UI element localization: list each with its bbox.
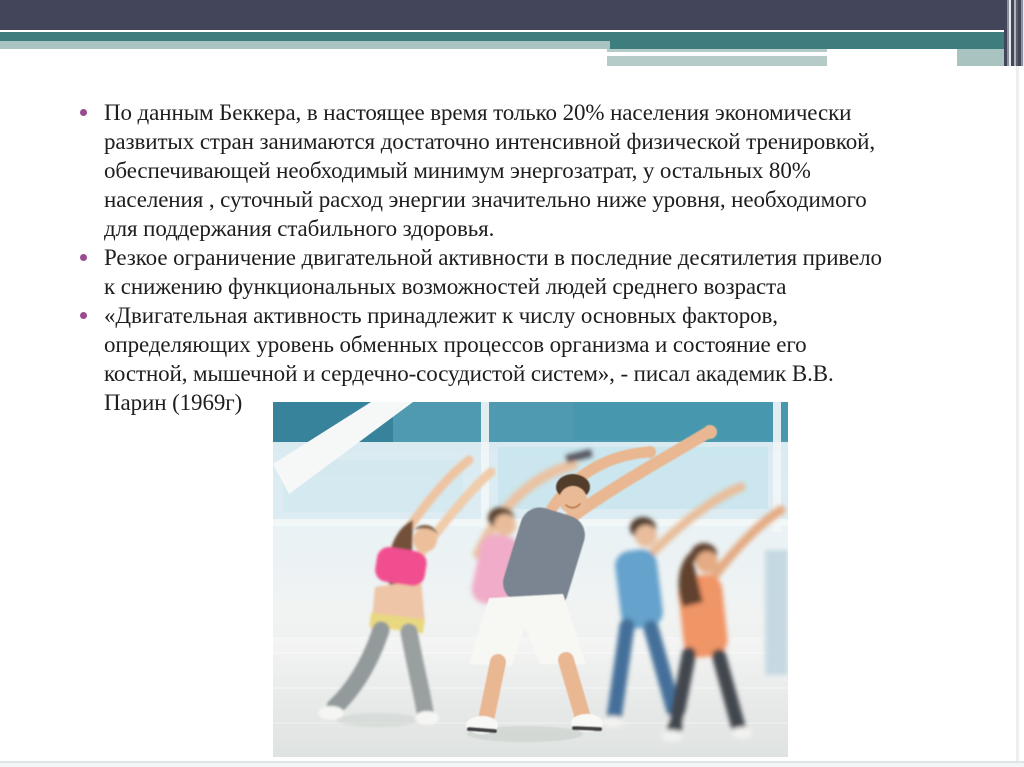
bullet-3-line-2: определяющих уровень обменных процессов организма и состояние его [104,332,807,357]
bullet-2-line-2: к снижению функциональных возможностей людей среднего возраста [104,274,787,299]
bullet-1-line-2: развитых стран занимаются достаточно интенсивной физической тренировкой, [104,129,876,154]
bullet-3-line-3: костной, мышечной и сердечно-сосудистой систем», - писал академик В.В. [104,361,834,386]
bullet-item-1 [75,98,970,243]
bullet-1-line-4: населения , суточный расход энергии значительно ниже уровня, необходимого [104,187,867,212]
right-edge-line [1016,66,1019,767]
aerobics-photo-illustration [273,402,788,757]
header-corner-sage [957,49,1005,66]
bullet-1-line-5: для поддержания стабильного здоровья. [104,216,495,241]
bullet-1-line-3: обеспечивающей необходимый минимум энергозатрат, у остальных 80% [104,158,811,183]
header-sage-strip-left [0,41,610,49]
bullet-1-line-1: По данным Беккера, в настоящее время только 20% населения экономически [104,100,852,125]
header-dark-bar [0,0,1024,30]
header-white-line [607,52,950,56]
bullet-list [75,98,970,417]
bullet-3-line-1: «Двигательная активность принадлежит к числу основных факторов, [104,303,778,328]
bullet-item-3 [75,301,970,417]
header-corner-stripes [1004,0,1024,66]
bullet-2-line-1: Резкое ограничение двигательной активности в последние десятилетия привело [104,245,882,270]
aerobics-class-photo [273,402,788,757]
bullet-3-line-4: Парин (1969г) [104,390,243,415]
bottom-strip [0,763,1024,767]
bullet-item-2 [75,243,970,301]
